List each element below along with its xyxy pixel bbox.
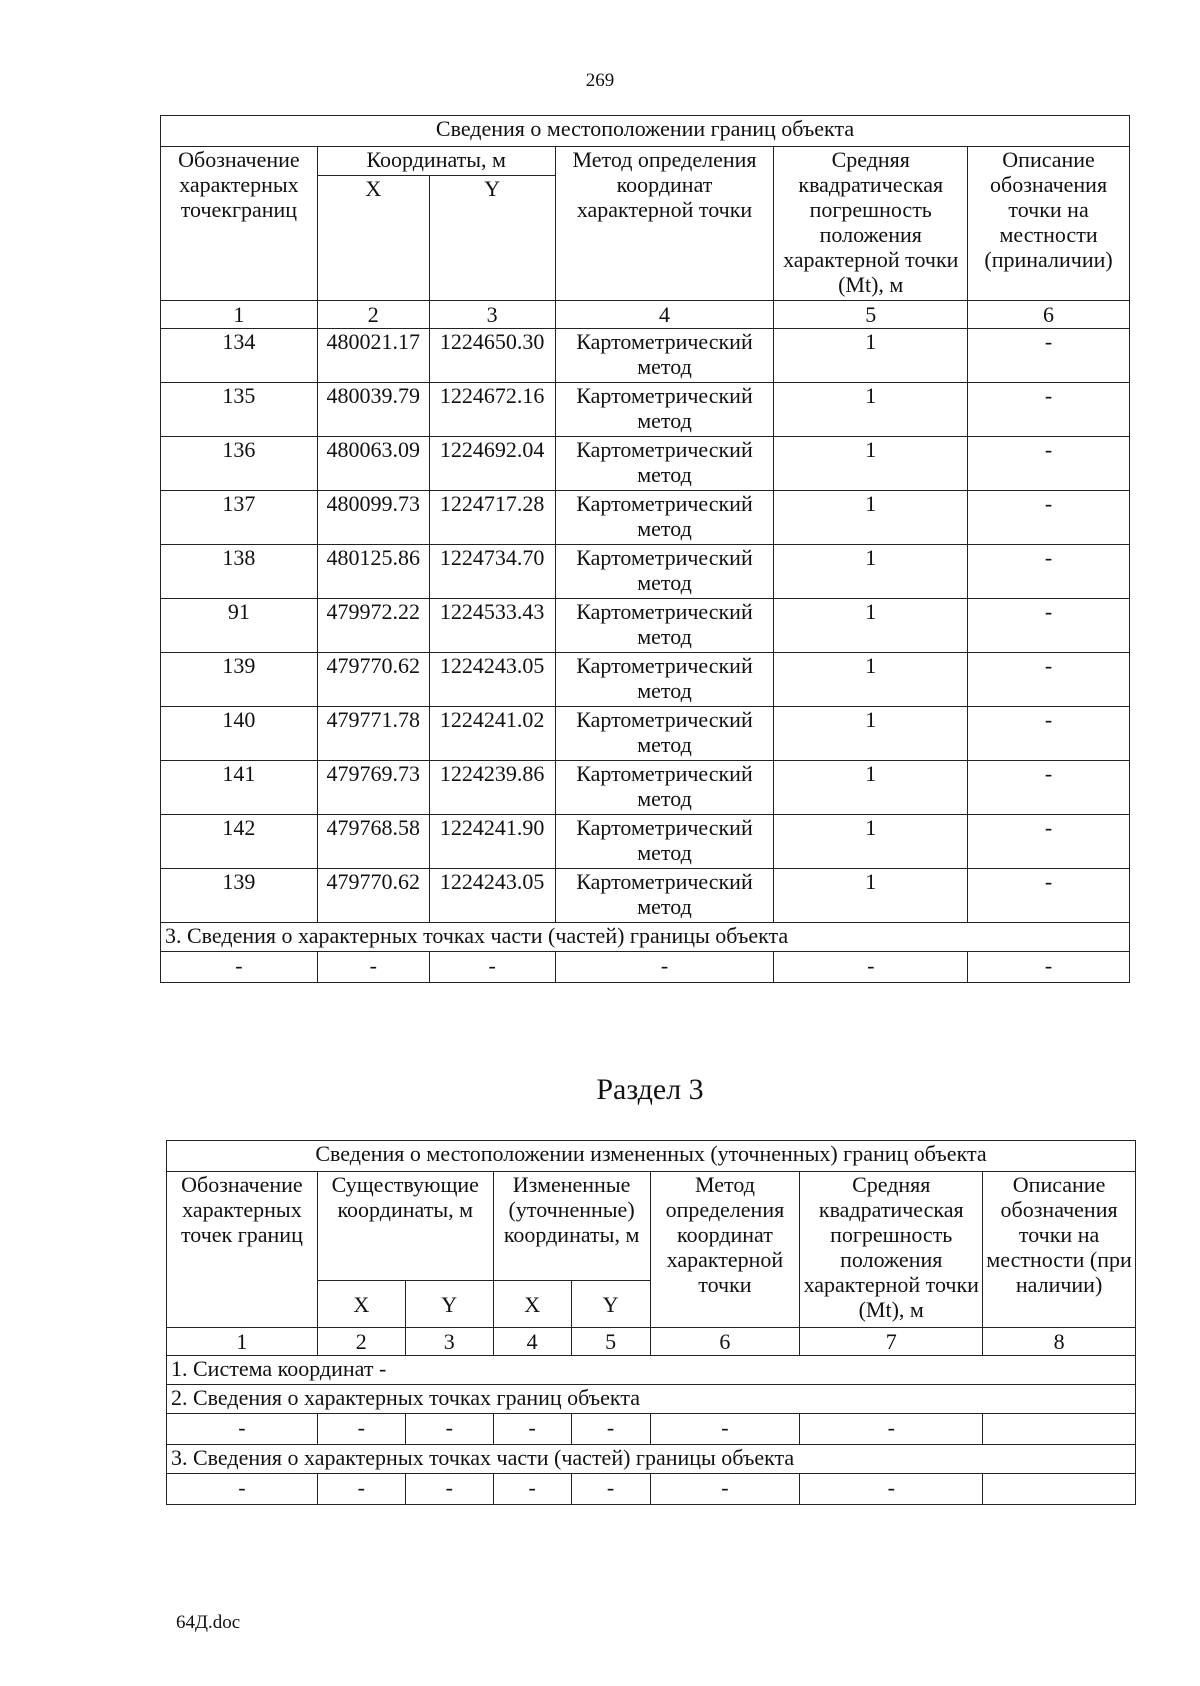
table-row — [161, 761, 1130, 815]
coord-x-cell: 480125.86 — [317, 545, 429, 599]
description-cell: - — [968, 707, 1130, 761]
mt-error-cell: 1 — [774, 437, 968, 491]
coord-y-cell: 1224672.16 — [429, 383, 555, 437]
point-id-cell: 139 — [161, 869, 318, 923]
column-number: 4 — [555, 301, 774, 329]
method-cell: Картометрический метод — [555, 869, 774, 923]
point-id-cell: 138 — [161, 545, 318, 599]
point-id-cell: 136 — [161, 437, 318, 491]
empty-cell: - — [317, 952, 429, 983]
coord-y-cell: 1224734.70 — [429, 545, 555, 599]
table-row — [161, 437, 1130, 491]
table-row — [161, 545, 1130, 599]
empty-cell: - — [800, 1414, 983, 1445]
column-number: 6 — [968, 301, 1130, 329]
header-coords: Координаты, м — [317, 147, 555, 176]
table-row — [161, 329, 1130, 383]
column-number: 5 — [571, 1328, 650, 1356]
empty-cell — [983, 1414, 1136, 1445]
table1-section3-label: 3. Сведения о характерных точках части (частей) границы объекта — [161, 923, 1130, 952]
table-row — [161, 869, 1130, 923]
changed-boundary-table — [166, 1140, 1136, 1505]
description-cell: - — [968, 599, 1130, 653]
coord-y-cell: 1224241.90 — [429, 815, 555, 869]
header-error: Средняя квадратическая погрешность положения характерной точки (Mt), м — [800, 1172, 983, 1328]
coord-y-cell: 1224692.04 — [429, 437, 555, 491]
column-number: 1 — [161, 301, 318, 329]
header-designation: Обозначение характерных точек границ — [167, 1172, 318, 1328]
description-cell: - — [968, 437, 1130, 491]
column-number: 4 — [493, 1328, 571, 1356]
header-existing: Существующие координаты, м — [317, 1172, 493, 1281]
method-cell: Картометрический метод — [555, 329, 774, 383]
boundary-location-table — [160, 115, 1130, 983]
empty-cell: - — [774, 952, 968, 983]
column-number: 6 — [650, 1328, 800, 1356]
column-number: 7 — [800, 1328, 983, 1356]
coord-y-cell: 1224650.30 — [429, 329, 555, 383]
description-cell: - — [968, 545, 1130, 599]
empty-cell: - — [317, 1414, 405, 1445]
point-id-cell: 139 — [161, 653, 318, 707]
empty-cell: - — [405, 1474, 493, 1505]
method-cell: Картометрический метод — [555, 815, 774, 869]
method-cell: Картометрический метод — [555, 437, 774, 491]
method-cell: Картометрический метод — [555, 383, 774, 437]
table-row — [161, 599, 1130, 653]
description-cell: - — [968, 761, 1130, 815]
point-id-cell: 142 — [161, 815, 318, 869]
header-error: Средняя квадратическая погрешность положения характерной точки (Mt), м — [774, 147, 968, 301]
coord-x-cell: 480063.09 — [317, 437, 429, 491]
empty-cell: - — [493, 1414, 571, 1445]
mt-error-cell: 1 — [774, 707, 968, 761]
description-cell: - — [968, 653, 1130, 707]
coord-x-cell: 479972.22 — [317, 599, 429, 653]
empty-cell: - — [555, 952, 774, 983]
coord-y-cell: 1224239.86 — [429, 761, 555, 815]
column-number: 5 — [774, 301, 968, 329]
coord-x-cell: 480099.73 — [317, 491, 429, 545]
header-changed: Измененные (уточненные) координаты, м — [493, 1172, 650, 1281]
coord-x-cell: 479769.73 — [317, 761, 429, 815]
empty-cell: - — [571, 1474, 650, 1505]
page-number: 269 — [585, 70, 615, 91]
description-cell: - — [968, 383, 1130, 437]
coord-x-cell: 480039.79 — [317, 383, 429, 437]
coord-y-cell: 1224241.02 — [429, 707, 555, 761]
coord-x-cell: 479770.62 — [317, 869, 429, 923]
header-y: Y — [429, 176, 555, 301]
coord-system-label: 1. Система координат - — [167, 1356, 1136, 1385]
coord-x-cell: 480021.17 — [317, 329, 429, 383]
mt-error-cell: 1 — [774, 545, 968, 599]
coord-x-cell: 479770.62 — [317, 653, 429, 707]
column-number: 2 — [317, 301, 429, 329]
point-id-cell: 134 — [161, 329, 318, 383]
header-description: Описание обозначения точки на местности (при наличии) — [983, 1172, 1136, 1328]
table-row — [161, 815, 1130, 869]
point-id-cell: 135 — [161, 383, 318, 437]
mt-error-cell: 1 — [774, 761, 968, 815]
mt-error-cell: 1 — [774, 599, 968, 653]
column-number: 3 — [405, 1328, 493, 1356]
description-cell: - — [968, 329, 1130, 383]
section-title: Раздел 3 — [596, 1073, 704, 1106]
coord-y-cell: 1224243.05 — [429, 653, 555, 707]
empty-cell: - — [405, 1414, 493, 1445]
method-cell: Картометрический метод — [555, 599, 774, 653]
mt-error-cell: 1 — [774, 491, 968, 545]
description-cell: - — [968, 815, 1130, 869]
empty-cell: - — [800, 1474, 983, 1505]
coord-x-cell: 479771.78 — [317, 707, 429, 761]
header-x: X — [493, 1281, 571, 1328]
header-designation: Обозначение характерных точекграниц — [161, 147, 318, 301]
header-x: X — [317, 1281, 405, 1328]
coord-y-cell: 1224533.43 — [429, 599, 555, 653]
mt-error-cell: 1 — [774, 869, 968, 923]
table2-title: Сведения о местоположении измененных (уточненных) границ объекта — [167, 1141, 1136, 1172]
mt-error-cell: 1 — [774, 383, 968, 437]
column-number: 2 — [317, 1328, 405, 1356]
coord-y-cell: 1224243.05 — [429, 869, 555, 923]
method-cell: Картометрический метод — [555, 545, 774, 599]
table-row — [161, 383, 1130, 437]
point-id-cell: 91 — [161, 599, 318, 653]
empty-cell: - — [161, 952, 318, 983]
empty-cell: - — [968, 952, 1130, 983]
table2-section2-label: 2. Сведения о характерных точках границ объекта — [167, 1385, 1136, 1414]
point-id-cell: 141 — [161, 761, 318, 815]
empty-cell — [983, 1474, 1136, 1505]
empty-cell: - — [429, 952, 555, 983]
empty-cell: - — [650, 1414, 800, 1445]
point-id-cell: 137 — [161, 491, 318, 545]
header-x: X — [317, 176, 429, 301]
empty-cell: - — [317, 1474, 405, 1505]
header-y: Y — [405, 1281, 493, 1328]
method-cell: Картометрический метод — [555, 491, 774, 545]
column-number: 1 — [167, 1328, 318, 1356]
point-id-cell: 140 — [161, 707, 318, 761]
table-row — [161, 491, 1130, 545]
mt-error-cell: 1 — [774, 815, 968, 869]
table1-title: Сведения о местоположении границ объекта — [161, 116, 1130, 147]
description-cell: - — [968, 869, 1130, 923]
header-description: Описание обозначения точки на местности (приналичии) — [968, 147, 1130, 301]
mt-error-cell: 1 — [774, 329, 968, 383]
empty-cell: - — [493, 1474, 571, 1505]
table2-section3-label: 3. Сведения о характерных точках части (частей) границы объекта — [167, 1445, 1136, 1474]
header-method: Метод определения координат характерной точки — [650, 1172, 800, 1328]
table-row — [161, 707, 1130, 761]
method-cell: Картометрический метод — [555, 653, 774, 707]
empty-cell: - — [167, 1414, 318, 1445]
coord-y-cell: 1224717.28 — [429, 491, 555, 545]
empty-cell: - — [167, 1474, 318, 1505]
empty-cell: - — [571, 1414, 650, 1445]
description-cell: - — [968, 491, 1130, 545]
method-cell: Картометрический метод — [555, 707, 774, 761]
empty-cell: - — [650, 1474, 800, 1505]
header-y: Y — [571, 1281, 650, 1328]
method-cell: Картометрический метод — [555, 761, 774, 815]
mt-error-cell: 1 — [774, 653, 968, 707]
coord-x-cell: 479768.58 — [317, 815, 429, 869]
table-row — [161, 653, 1130, 707]
column-number: 8 — [983, 1328, 1136, 1356]
header-method: Метод определения координат характерной точки — [555, 147, 774, 301]
file-name-footer: 64Д.doc — [176, 1612, 241, 1633]
column-number: 3 — [429, 301, 555, 329]
